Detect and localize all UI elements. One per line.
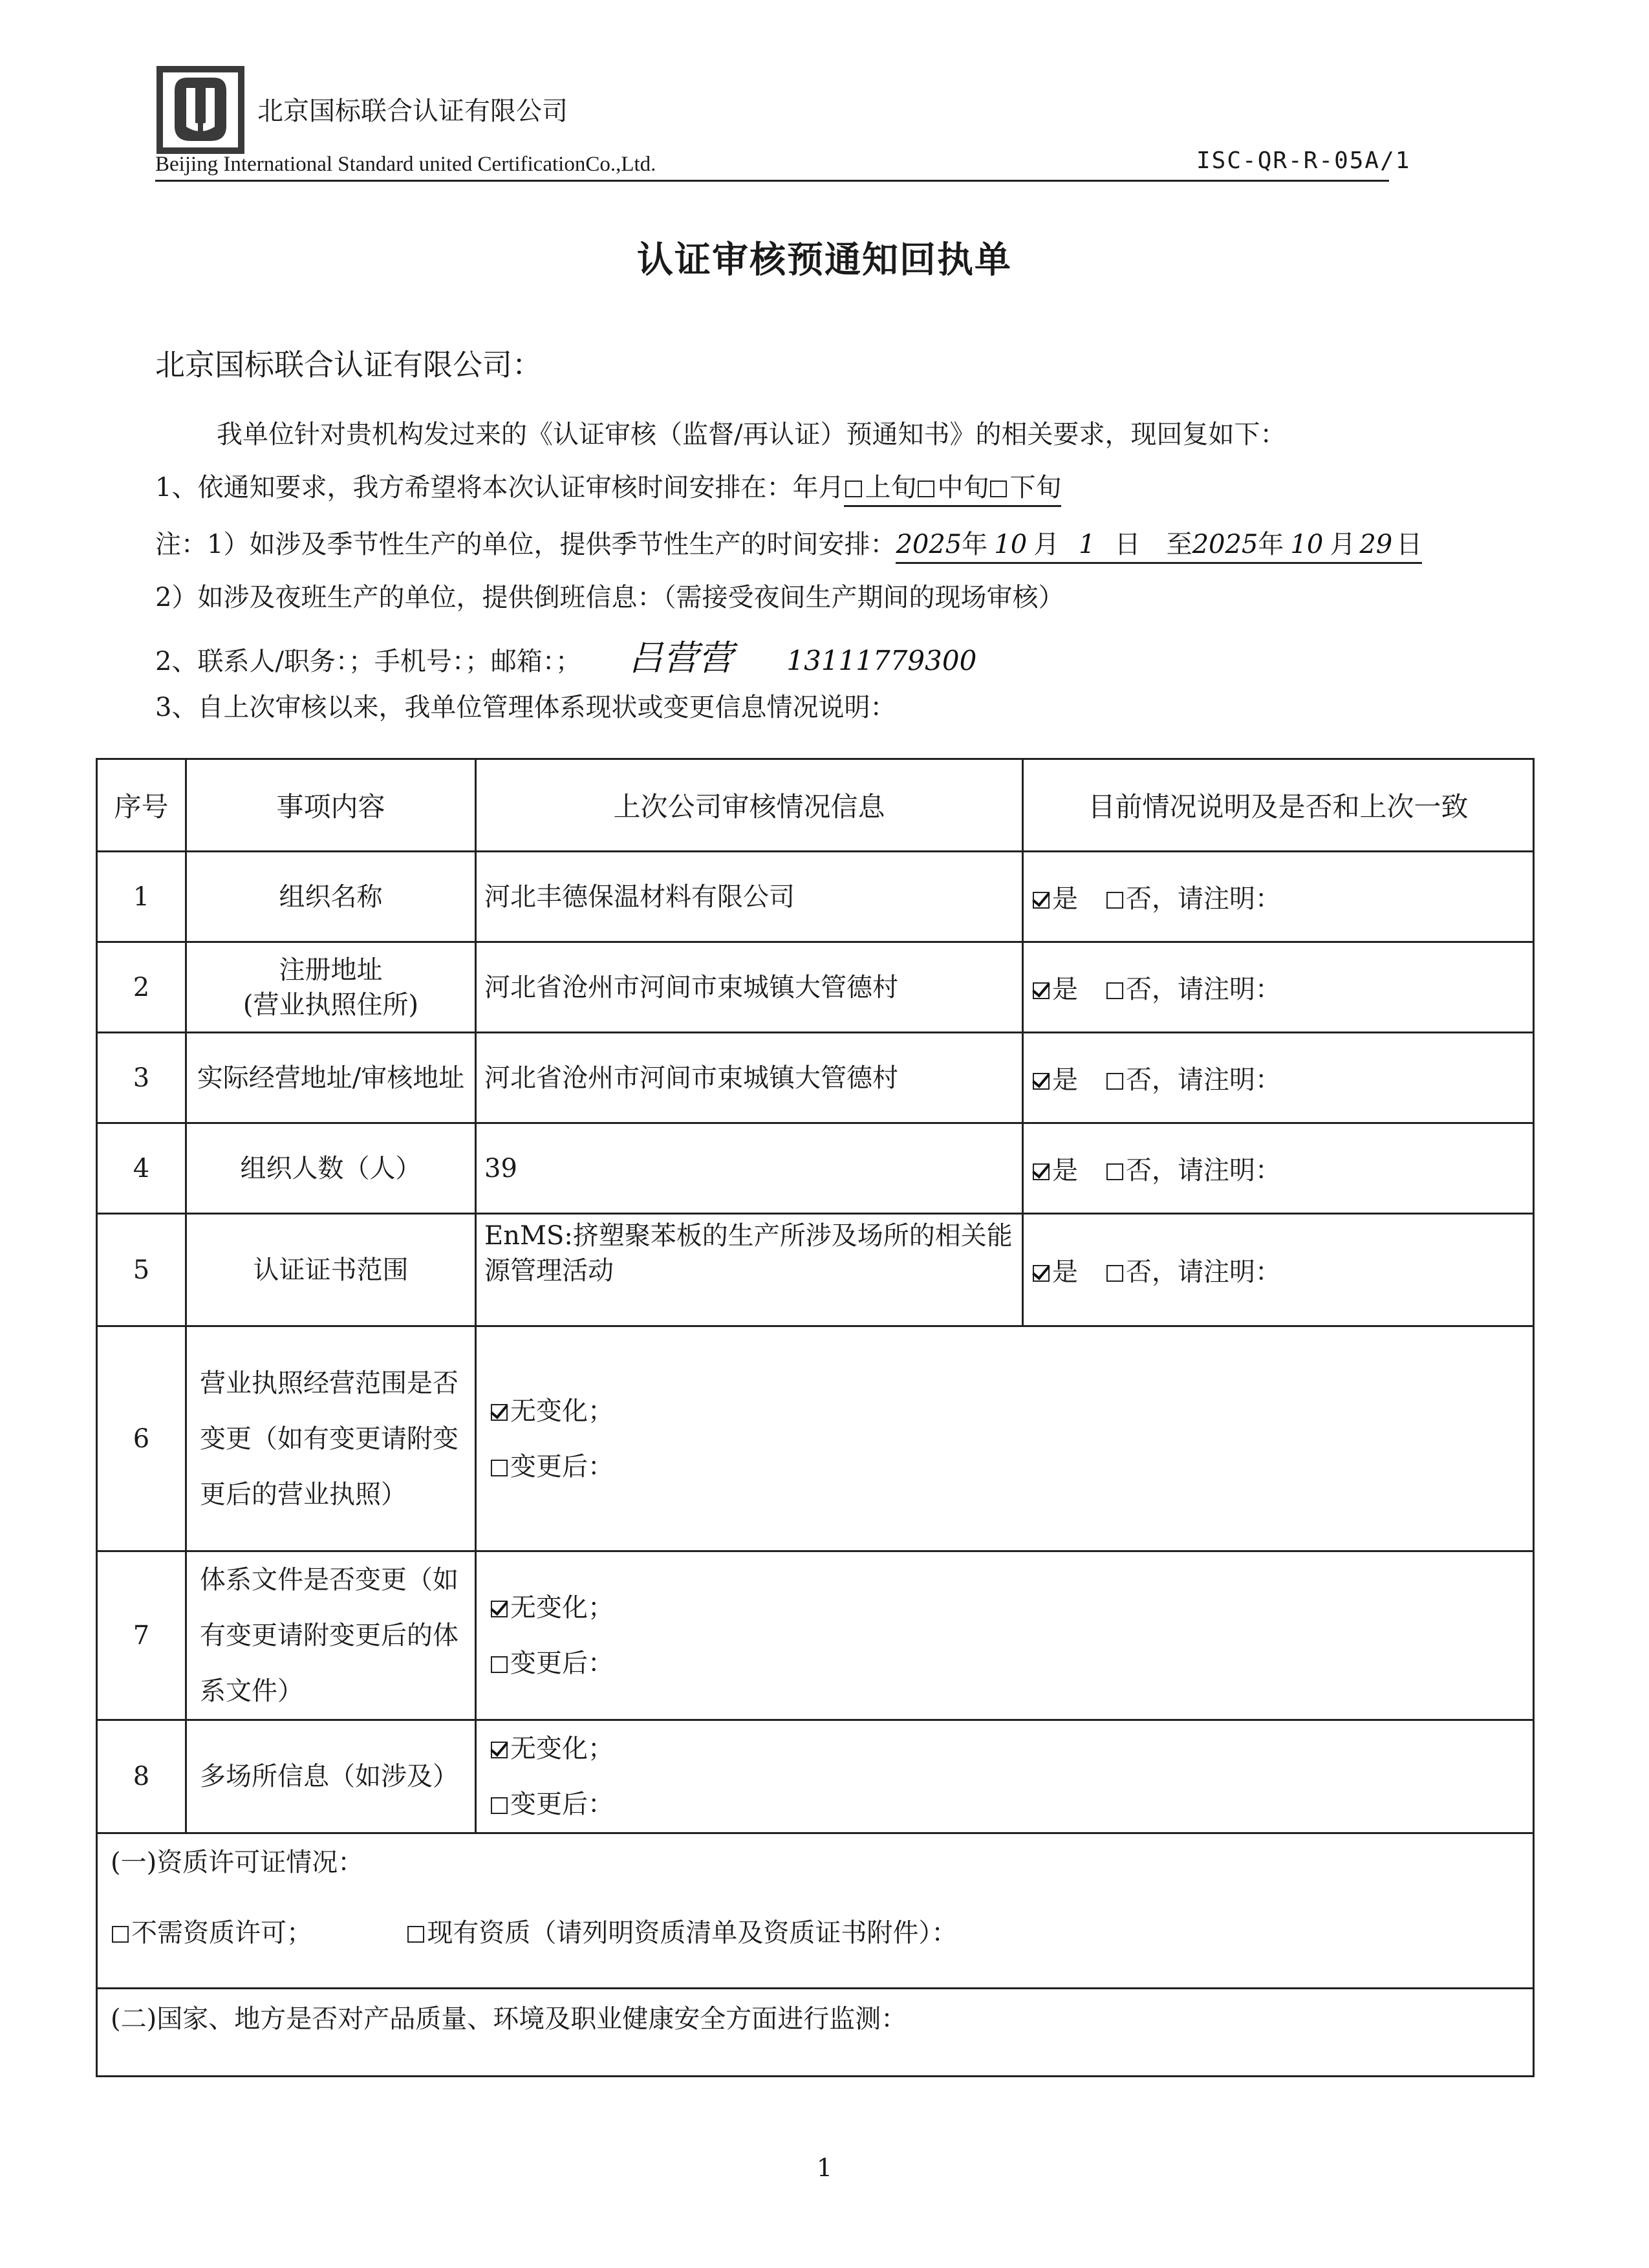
document-code: ISC-QR-R-05A/1 bbox=[1196, 147, 1411, 174]
yes-label: 是 bbox=[1052, 1156, 1078, 1185]
table-row bbox=[97, 1214, 1534, 1326]
row-number: 3 bbox=[97, 1033, 186, 1123]
company-logo bbox=[155, 65, 246, 155]
checkbox-no-qualification[interactable] bbox=[112, 1926, 129, 1943]
header-divider bbox=[155, 180, 1389, 182]
note-1-prefix: 注：1）如涉及季节性生产的单位，提供季节性生产的时间安排： bbox=[155, 530, 896, 559]
handwritten-end-year: 2025 bbox=[1192, 530, 1258, 559]
row-last-info: 河北丰德保温材料有限公司 bbox=[476, 852, 1023, 942]
yes-label: 是 bbox=[1052, 1257, 1078, 1287]
qualification-section bbox=[97, 1833, 1534, 1989]
qualification-title: (一)资质许可证情况： bbox=[111, 1848, 364, 1877]
row-number: 5 bbox=[97, 1214, 186, 1326]
checkbox-late[interactable] bbox=[990, 481, 1007, 497]
row-status bbox=[1023, 1033, 1534, 1123]
year-char: 年 bbox=[962, 530, 988, 559]
company-name-cn: 北京国标联合认证有限公司 bbox=[257, 96, 568, 126]
seasonal-date-range[interactable] bbox=[896, 530, 1422, 564]
checkbox-no[interactable] bbox=[1106, 892, 1123, 909]
handwritten-start-year: 2025 bbox=[896, 530, 962, 559]
row-change-status bbox=[476, 1720, 1534, 1833]
change-info-table bbox=[96, 758, 1535, 2077]
row-item: 认证证书范围 bbox=[186, 1214, 476, 1326]
row-number: 4 bbox=[97, 1123, 186, 1214]
table-row bbox=[97, 942, 1534, 1033]
table-row bbox=[97, 852, 1534, 942]
checkbox-no[interactable] bbox=[1106, 1163, 1123, 1180]
note-1-seasonal bbox=[155, 524, 1422, 561]
checkbox-no[interactable] bbox=[1106, 1073, 1123, 1090]
contact-label: 2、联系人/职务：；手机号：；邮箱：； bbox=[155, 647, 581, 676]
item-2-contact bbox=[155, 631, 976, 680]
to-char: 至 bbox=[1166, 530, 1192, 559]
page-number: 1 bbox=[816, 2154, 833, 2182]
existing-qualification-label: 现有资质（请列明资质清单及资质证书附件）： bbox=[427, 1918, 958, 1948]
row-status bbox=[1023, 942, 1534, 1033]
changed-label: 变更后： bbox=[510, 1648, 614, 1678]
header-current-status: 目前情况说明及是否和上次一致 bbox=[1023, 759, 1534, 852]
company-name-en: Beijing International Standard united CertificationCo.,Ltd. bbox=[155, 153, 656, 176]
changed-label: 变更后： bbox=[510, 1451, 614, 1482]
checkbox-yes[interactable] bbox=[1033, 1073, 1050, 1090]
header-last-audit: 上次公司审核情况信息 bbox=[476, 759, 1023, 852]
row-number: 1 bbox=[97, 852, 186, 942]
checkbox-yes[interactable] bbox=[1033, 1265, 1050, 1282]
row-last-info: 39 bbox=[476, 1123, 1023, 1214]
checkbox-no-change[interactable] bbox=[491, 1742, 508, 1758]
no-change-label: 无变化； bbox=[510, 1396, 614, 1426]
month-char-2: 月 bbox=[1330, 530, 1356, 559]
table-row bbox=[97, 1123, 1534, 1214]
checkbox-changed[interactable] bbox=[491, 1460, 508, 1476]
checkbox-yes[interactable] bbox=[1033, 892, 1050, 909]
row-item: 多场所信息（如涉及） bbox=[186, 1720, 476, 1833]
header-item: 事项内容 bbox=[186, 759, 476, 852]
addressee: 北京国标联合认证有限公司： bbox=[155, 347, 542, 382]
checkbox-early[interactable] bbox=[845, 481, 862, 497]
row-item: 组织人数（人） bbox=[186, 1123, 476, 1214]
qualification-row bbox=[97, 1833, 1534, 1989]
table-row bbox=[97, 1551, 1534, 1720]
item-1-prefix: 1、依通知要求，我方希望将本次认证审核时间安排在：年月 bbox=[155, 473, 845, 502]
no-label: 否，请注明： bbox=[1126, 975, 1281, 1004]
row-number: 2 bbox=[97, 942, 186, 1033]
no-qualification-label: 不需资质许可； bbox=[131, 1918, 312, 1948]
checkbox-yes[interactable] bbox=[1033, 982, 1050, 999]
checkbox-no[interactable] bbox=[1106, 982, 1123, 999]
row-status bbox=[1023, 1214, 1534, 1326]
row-number: 6 bbox=[97, 1326, 186, 1551]
row-number: 8 bbox=[97, 1720, 186, 1833]
checkbox-no[interactable] bbox=[1106, 1265, 1123, 1282]
row-change-status bbox=[476, 1551, 1534, 1720]
row-item: 组织名称 bbox=[186, 852, 476, 942]
checkbox-changed[interactable] bbox=[491, 1797, 508, 1814]
checkbox-mid[interactable] bbox=[918, 481, 934, 497]
checkbox-existing-qualification[interactable] bbox=[407, 1926, 424, 1943]
row-item: 营业执照经营范围是否变更（如有变更请附变更后的营业执照） bbox=[186, 1326, 476, 1551]
day-char-2: 日 bbox=[1396, 530, 1423, 559]
option-early-label: 上旬 bbox=[865, 473, 917, 502]
no-change-label: 无变化； bbox=[510, 1734, 614, 1764]
period-options bbox=[844, 473, 1061, 507]
row-last-info: EnMS:挤塑聚苯板的生产所涉及场所的相关能源管理活动 bbox=[476, 1214, 1023, 1326]
intro-paragraph: 我单位针对贵机构发过来的《认证审核（监督/再认证）预通知书》的相关要求，现回复如下： bbox=[217, 420, 1286, 449]
table-row bbox=[97, 1326, 1534, 1551]
option-late-label: 下旬 bbox=[1009, 473, 1062, 502]
handwritten-phone[interactable]: 13111779300 bbox=[786, 645, 977, 676]
yes-label: 是 bbox=[1052, 1065, 1078, 1095]
header-serial: 序号 bbox=[97, 759, 186, 852]
row-status bbox=[1023, 852, 1534, 942]
no-label: 否，请注明： bbox=[1126, 1156, 1281, 1185]
checkbox-no-change[interactable] bbox=[491, 1404, 508, 1421]
row-item: 实际经营地址/审核地址 bbox=[186, 1033, 476, 1123]
no-change-label: 无变化； bbox=[510, 1593, 614, 1623]
option-mid-label: 中旬 bbox=[937, 473, 989, 502]
item-1-schedule bbox=[155, 467, 1061, 504]
monitoring-row bbox=[97, 1989, 1534, 2077]
handwritten-start-day: 1 bbox=[1079, 530, 1095, 559]
handwritten-end-month: 10 bbox=[1290, 530, 1324, 559]
yes-label: 是 bbox=[1052, 884, 1078, 914]
row-last-info: 河北省沧州市河间市束城镇大管德村 bbox=[476, 1033, 1023, 1123]
row-last-info: 河北省沧州市河间市束城镇大管德村 bbox=[476, 942, 1023, 1033]
no-label: 否，请注明： bbox=[1126, 1257, 1281, 1287]
page-title: 认证审核预通知回执单 bbox=[637, 239, 1012, 281]
item-3-change-info: 3、自上次审核以来，我单位管理体系现状或变更信息情况说明： bbox=[155, 693, 896, 722]
handwritten-end-day: 29 bbox=[1359, 530, 1393, 559]
note-2-night-shift: 2）如涉及夜班生产的单位，提供倒班信息：（需接受夜间生产期间的现场审核） bbox=[155, 583, 1064, 612]
checkbox-yes[interactable] bbox=[1033, 1163, 1050, 1180]
checkbox-no-change[interactable] bbox=[491, 1601, 508, 1617]
row-number: 7 bbox=[97, 1551, 186, 1720]
row-item: 体系文件是否变更（如有变更请附变更后的体系文件） bbox=[186, 1551, 476, 1720]
monitoring-section bbox=[97, 1989, 1534, 2077]
monitoring-title: (二)国家、地方是否对产品质量、环境及职业健康安全方面进行监测： bbox=[111, 2004, 907, 2034]
day-char: 日 bbox=[1114, 530, 1141, 559]
row-status bbox=[1023, 1123, 1534, 1214]
table-row bbox=[97, 1033, 1534, 1123]
checkbox-changed[interactable] bbox=[491, 1656, 508, 1673]
changed-label: 变更后： bbox=[510, 1789, 614, 1819]
year-char-2: 年 bbox=[1258, 530, 1284, 559]
yes-label: 是 bbox=[1052, 975, 1078, 1004]
row-change-status bbox=[476, 1326, 1534, 1551]
row-item: 注册地址 (营业执照住所) bbox=[186, 942, 476, 1033]
table-header-row bbox=[97, 759, 1534, 852]
handwritten-contact-name[interactable]: 吕营营 bbox=[628, 638, 733, 678]
no-label: 否，请注明： bbox=[1126, 1065, 1281, 1095]
handwritten-start-month: 10 bbox=[994, 530, 1028, 559]
month-char: 月 bbox=[1033, 530, 1060, 559]
no-label: 否，请注明： bbox=[1126, 884, 1281, 914]
table-row bbox=[97, 1720, 1534, 1833]
